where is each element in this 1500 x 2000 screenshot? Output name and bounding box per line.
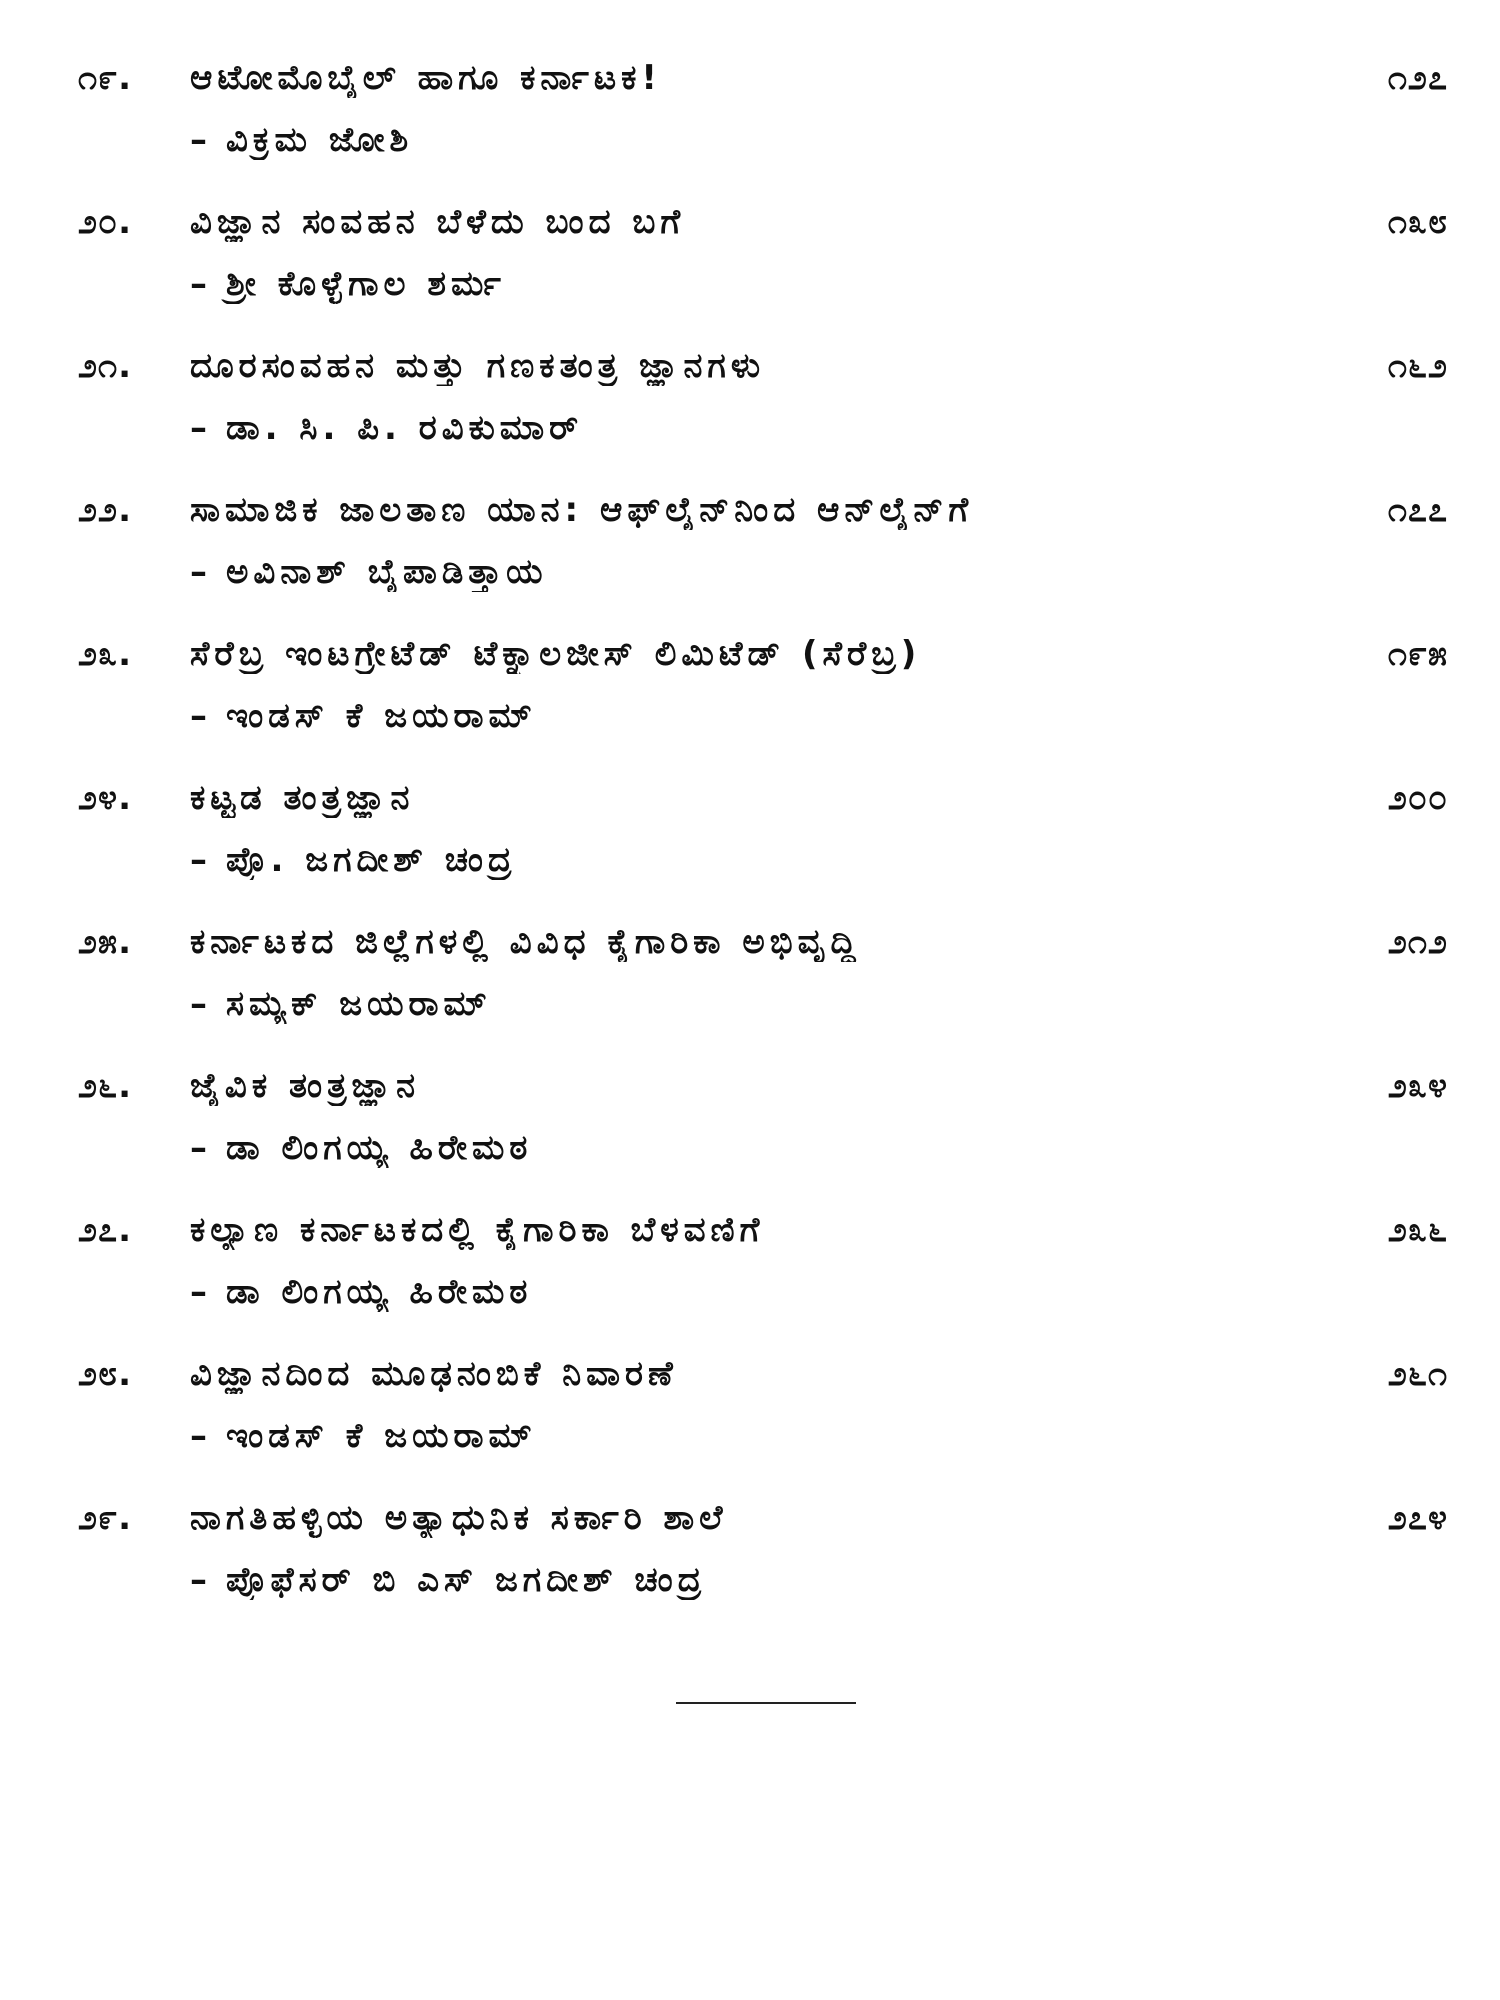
entry-page-number: ೧೯೫ xyxy=(1387,634,1448,674)
author-dash: – xyxy=(190,264,212,304)
entry-author-line xyxy=(190,264,1298,304)
toc-entry-19 xyxy=(78,38,1448,182)
author-dash: – xyxy=(190,1416,212,1456)
entry-author: ಪ್ರೊಫೆಸರ್ ಬಿ ಎಸ್ ಜಗದೀಶ್ ಚಂದ್ರ xyxy=(226,1560,707,1600)
entry-number: ೨೭. xyxy=(78,1210,132,1250)
entry-title: ಸೆರೆಬ್ರ ಇಂಟಗ್ರೇಟೆಡ್ ಟೆಕ್ನಾಲಜೀಸ್ ಲಿಮಿಟೆಡ್ (ಸೆರೆಬ್ರ) xyxy=(190,634,922,674)
entry-page-number: ೧೬೨ xyxy=(1387,346,1448,386)
entry-number: ೨೧. xyxy=(78,346,132,386)
toc-entry-29 xyxy=(78,1478,1448,1622)
entry-author-line xyxy=(190,552,1298,592)
entry-page-number: ೧೨೭ xyxy=(1387,58,1448,98)
entry-author: ಇಂಡಸ್ ಕೆ ಜಯರಾಮ್ xyxy=(226,1416,537,1456)
author-dash: – xyxy=(190,984,212,1024)
entry-page-number: ೨೦೦ xyxy=(1387,778,1448,818)
author-dash: – xyxy=(190,1560,212,1600)
entry-title: ದೂರಸಂವಹನ ಮತ್ತು ಗಣಕತಂತ್ರ ಜ್ಞಾನಗಳು xyxy=(190,346,766,386)
entry-number: ೨೮. xyxy=(78,1354,132,1394)
entry-author: ಇಂಡಸ್ ಕೆ ಜಯರಾಮ್ xyxy=(226,696,537,736)
entry-author: ಶ್ರೀ ಕೊಳ್ಳೆಗಾಲ ಶರ್ಮ xyxy=(226,264,506,304)
end-rule-divider xyxy=(676,1702,856,1704)
entry-number: ೨೨. xyxy=(78,490,132,530)
author-dash: – xyxy=(190,840,212,880)
entry-title: ವಿಜ್ಞಾನದಿಂದ ಮೂಢನಂಬಿಕೆ ನಿವಾರಣೆ xyxy=(190,1354,678,1394)
author-dash: – xyxy=(190,1128,212,1168)
entry-author: ಡಾ. ಸಿ. ಪಿ. ರವಿಕುಮಾರ್ xyxy=(226,408,584,448)
entry-title: ಕಟ್ಟಡ ತಂತ್ರಜ್ಞಾನ xyxy=(190,778,415,818)
entry-author-line xyxy=(190,1272,1298,1312)
entry-title: ನಾಗತಿಹಳ್ಳಿಯ ಅತ್ಯಾಧುನಿಕ ಸರ್ಕಾರಿ ಶಾಲೆ xyxy=(190,1498,728,1538)
entry-number: ೨೦. xyxy=(78,202,132,242)
entry-author: ಅವಿನಾಶ್ ಬೈಪಾಡಿತ್ತಾಯ xyxy=(226,552,548,592)
entry-page-number: ೧೩೮ xyxy=(1387,202,1448,242)
entry-page-number: ೨೩೪ xyxy=(1387,1066,1448,1106)
entry-author: ಪ್ರೊ. ಜಗದೀಶ್ ಚಂದ್ರ xyxy=(226,840,517,880)
entry-number: ೨೫. xyxy=(78,922,132,962)
entry-author: ಡಾ ಲಿಂಗಯ್ಯ ಹಿರೇಮಠ xyxy=(226,1272,533,1312)
entry-author-line xyxy=(190,1560,1298,1600)
author-dash: – xyxy=(190,120,212,160)
toc-entry-27 xyxy=(78,1190,1448,1334)
entry-author-line xyxy=(190,984,1298,1024)
entry-author-line xyxy=(190,840,1298,880)
entry-number: ೧೯. xyxy=(78,58,132,98)
entry-number: ೨೯. xyxy=(78,1498,132,1538)
entry-page-number: ೨೭೪ xyxy=(1387,1498,1448,1538)
author-dash: – xyxy=(190,696,212,736)
entry-title: ಜೈವಿಕ ತಂತ್ರಜ್ಞಾನ xyxy=(190,1066,420,1106)
toc-entry-24 xyxy=(78,758,1448,902)
entry-author-line xyxy=(190,1416,1298,1456)
entry-page-number: ೨೩೬ xyxy=(1387,1210,1448,1250)
table-of-contents xyxy=(78,38,1448,1622)
entry-author: ವಿಕ್ರಮ ಜೋಶಿ xyxy=(226,120,414,160)
entry-author: ಡಾ ಲಿಂಗಯ್ಯ ಹಿರೇಮಠ xyxy=(226,1128,533,1168)
toc-entry-25 xyxy=(78,902,1448,1046)
entry-page-number: ೧೭೭ xyxy=(1387,490,1448,530)
entry-author-line xyxy=(190,1128,1298,1168)
toc-entry-23 xyxy=(78,614,1448,758)
toc-entry-22 xyxy=(78,470,1448,614)
toc-entry-26 xyxy=(78,1046,1448,1190)
toc-entry-20 xyxy=(78,182,1448,326)
entry-number: ೨೪. xyxy=(78,778,132,818)
entry-title: ವಿಜ್ಞಾನ ಸಂವಹನ ಬೆಳೆದು ಬಂದ ಬಗೆ xyxy=(190,202,686,242)
entry-page-number: ೨೧೨ xyxy=(1387,922,1448,962)
author-dash: – xyxy=(190,408,212,448)
author-dash: – xyxy=(190,552,212,592)
entry-title: ಕಲ್ಯಾಣ ಕರ್ನಾಟಕದಲ್ಲಿ ಕೈಗಾರಿಕಾ ಬೆಳವಣಿಗೆ xyxy=(190,1210,765,1250)
entry-number: ೨೩. xyxy=(78,634,132,674)
entry-author-line xyxy=(190,120,1298,160)
author-dash: – xyxy=(190,1272,212,1312)
entry-number: ೨೬. xyxy=(78,1066,132,1106)
entry-author-line xyxy=(190,696,1298,736)
entry-title: ಆಟೋಮೊಬೈಲ್ ಹಾಗೂ ಕರ್ನಾಟಕ! xyxy=(190,58,662,98)
entry-author: ಸಮ್ಯಕ್ ಜಯರಾಮ್ xyxy=(226,984,492,1024)
toc-entry-21 xyxy=(78,326,1448,470)
entry-author-line xyxy=(190,408,1298,448)
toc-entry-28 xyxy=(78,1334,1448,1478)
entry-title: ಸಾಮಾಜಿಕ ಜಾಲತಾಣ ಯಾನ: ಆಫ್‌ಲೈನ್‌ನಿಂದ ಆನ್‌ಲೈನ್‌ಗೆ xyxy=(190,490,974,530)
entry-title: ಕರ್ನಾಟಕದ ಜಿಲ್ಲೆಗಳಲ್ಲಿ ವಿವಿಧ ಕೈಗಾರಿಕಾ ಅಭಿವೃದ್ಧಿ xyxy=(190,922,861,962)
entry-page-number: ೨೬೧ xyxy=(1387,1354,1448,1394)
